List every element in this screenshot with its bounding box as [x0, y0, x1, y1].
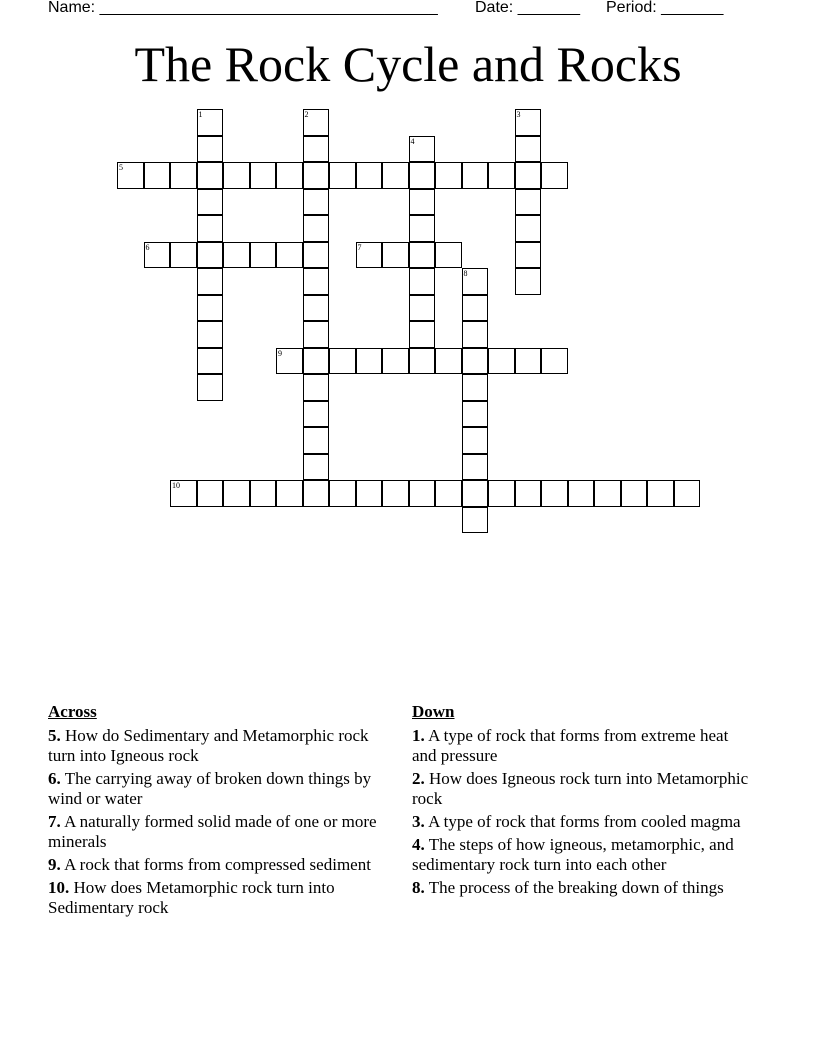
clue-number: 4. — [412, 835, 425, 854]
crossword-cell[interactable] — [541, 162, 568, 189]
crossword-cell[interactable] — [250, 480, 277, 507]
crossword-cell[interactable] — [303, 401, 330, 428]
cell-number: 7 — [357, 242, 362, 252]
crossword-cell[interactable] — [488, 162, 515, 189]
crossword-cell[interactable] — [435, 348, 462, 375]
crossword-cell[interactable] — [197, 348, 224, 375]
crossword-cell[interactable] — [515, 480, 542, 507]
across-heading: Across — [48, 702, 97, 721]
crossword-cell[interactable] — [276, 242, 303, 269]
crossword-cell[interactable] — [409, 136, 436, 163]
crossword-cell[interactable] — [409, 215, 436, 242]
clue-text: A naturally formed solid made of one or more minerals — [48, 812, 377, 851]
crossword-cell[interactable] — [621, 480, 648, 507]
crossword-cell[interactable] — [223, 480, 250, 507]
crossword-cell[interactable] — [197, 109, 224, 136]
crossword-cell[interactable] — [303, 427, 330, 454]
crossword-cell[interactable] — [329, 162, 356, 189]
cell-number: 10 — [172, 481, 180, 490]
crossword-cell[interactable] — [303, 374, 330, 401]
crossword-cell[interactable] — [462, 295, 489, 322]
crossword-cell[interactable] — [409, 242, 436, 269]
clue-text: How does Igneous rock turn into Metamorphic rock — [412, 769, 749, 808]
crossword-cell[interactable] — [435, 162, 462, 189]
crossword-cell[interactable] — [462, 480, 489, 507]
clue-number: 2. — [412, 769, 425, 788]
clue-text: How does Metamorphic rock turn into Sedimentary rock — [48, 878, 335, 917]
crossword-cell[interactable] — [462, 374, 489, 401]
crossword-cell[interactable] — [197, 321, 224, 348]
crossword-cell[interactable] — [197, 374, 224, 401]
down-clue-8 — [412, 878, 757, 898]
crossword-cell[interactable] — [488, 348, 515, 375]
clue-number: 9. — [48, 855, 61, 874]
crossword-cell[interactable] — [329, 480, 356, 507]
crossword-cell[interactable] — [303, 321, 330, 348]
crossword-cell[interactable] — [197, 189, 224, 216]
crossword-cell[interactable] — [462, 162, 489, 189]
clue-number: 3. — [412, 812, 425, 831]
across-clue-5 — [48, 726, 393, 766]
clue-number: 6. — [48, 769, 61, 788]
crossword-cell[interactable] — [409, 480, 436, 507]
cell-number: 2 — [304, 110, 309, 119]
down-clue-3 — [412, 812, 757, 832]
crossword-cell[interactable] — [197, 136, 224, 163]
crossword-cell[interactable] — [515, 348, 542, 375]
across-clues — [48, 702, 393, 921]
crossword-cell[interactable] — [568, 480, 595, 507]
crossword-cell[interactable] — [303, 480, 330, 507]
crossword-cell[interactable] — [435, 242, 462, 269]
clue-number: 10. — [48, 878, 70, 897]
clue-number: 1. — [412, 726, 425, 745]
across-clue-9 — [48, 855, 393, 875]
crossword-cell[interactable] — [541, 480, 568, 507]
crossword-cell[interactable] — [197, 215, 224, 242]
across-clue-7 — [48, 812, 393, 852]
crossword-cell[interactable] — [515, 109, 542, 136]
crossword-cell[interactable] — [674, 480, 701, 507]
crossword-cell[interactable] — [515, 215, 542, 242]
crossword-cell[interactable] — [515, 136, 542, 163]
crossword-cell[interactable] — [170, 242, 197, 269]
clue-text: A type of rock that forms from extreme heat and pressure — [412, 726, 729, 765]
down-clue-2 — [412, 769, 757, 809]
crossword-cell[interactable] — [409, 268, 436, 295]
crossword-cell[interactable] — [223, 162, 250, 189]
crossword-cell[interactable] — [303, 295, 330, 322]
crossword-cell[interactable] — [462, 427, 489, 454]
crossword-cell[interactable] — [462, 321, 489, 348]
clue-number: 5. — [48, 726, 61, 745]
crossword-cell[interactable] — [117, 162, 144, 189]
crossword-cell[interactable] — [462, 401, 489, 428]
crossword-cell[interactable] — [250, 162, 277, 189]
crossword-cell[interactable] — [647, 480, 674, 507]
across-clue-10 — [48, 878, 393, 918]
cell-number: 5 — [119, 163, 123, 172]
cell-number: 9 — [278, 348, 282, 358]
cell-number: 3 — [516, 110, 521, 119]
crossword-cell[interactable] — [515, 242, 542, 269]
clue-text: A rock that forms from compressed sediment — [64, 855, 371, 874]
clue-text: How do Sedimentary and Metamorphic rock turn into Igneous rock — [48, 726, 369, 765]
cell-number: 1 — [198, 110, 203, 119]
crossword-cell[interactable] — [303, 215, 330, 242]
crossword-cell[interactable] — [223, 242, 250, 269]
page-title: The Rock Cycle and Rocks — [134, 36, 682, 92]
crossword-cell[interactable] — [515, 162, 542, 189]
clue-number: 7. — [48, 812, 61, 831]
crossword-cell[interactable] — [276, 162, 303, 189]
crossword-cell[interactable] — [329, 348, 356, 375]
crossword-cell[interactable] — [144, 162, 171, 189]
crossword-cell[interactable] — [303, 242, 330, 269]
crossword-cell[interactable] — [276, 480, 303, 507]
crossword-cell[interactable] — [303, 268, 330, 295]
crossword-cell[interactable] — [170, 480, 197, 507]
crossword-cell[interactable] — [197, 295, 224, 322]
cell-number: 8 — [463, 269, 468, 278]
crossword-cell[interactable] — [382, 162, 409, 189]
crossword-cell[interactable] — [144, 242, 171, 269]
cell-number: 6 — [145, 242, 150, 252]
period-field-label[interactable]: Period: _______ — [606, 0, 724, 16]
crossword-cell[interactable] — [462, 454, 489, 481]
crossword-cell[interactable] — [594, 480, 621, 507]
crossword-cell[interactable] — [303, 189, 330, 216]
crossword-cell[interactable] — [488, 480, 515, 507]
crossword-cell[interactable] — [515, 268, 542, 295]
crossword-cell[interactable] — [170, 162, 197, 189]
crossword-cell[interactable] — [462, 348, 489, 375]
crossword-cell[interactable] — [250, 242, 277, 269]
clue-number: 8. — [412, 878, 425, 897]
down-clues — [412, 702, 757, 901]
name-field-label[interactable]: Name: ______________________________________ — [48, 0, 438, 16]
crossword-cell[interactable] — [356, 162, 383, 189]
crossword-cell[interactable] — [409, 348, 436, 375]
across-clue-6 — [48, 769, 393, 809]
crossword-cell[interactable] — [462, 268, 489, 295]
crossword-cell[interactable] — [303, 454, 330, 481]
clue-text: The carrying away of broken down things by wind or water — [48, 769, 372, 808]
cell-number: 4 — [410, 136, 415, 146]
date-field-label[interactable]: Date: _______ — [475, 0, 580, 16]
crossword-cell[interactable] — [409, 162, 436, 189]
crossword-cell[interactable] — [382, 480, 409, 507]
crossword-cell[interactable] — [409, 189, 436, 216]
crossword-cell[interactable] — [197, 268, 224, 295]
crossword-cell[interactable] — [303, 162, 330, 189]
crossword-cell[interactable] — [356, 480, 383, 507]
crossword-cell[interactable] — [409, 321, 436, 348]
crossword-cell[interactable] — [303, 348, 330, 375]
crossword-cell[interactable] — [197, 480, 224, 507]
crossword-cell[interactable] — [382, 242, 409, 269]
crossword-cell[interactable] — [462, 507, 489, 534]
crossword-cell[interactable] — [409, 295, 436, 322]
clue-text: The steps of how igneous, metamorphic, and sedimentary rock turn into each other — [412, 835, 734, 874]
crossword-cell[interactable] — [382, 348, 409, 375]
crossword-cell[interactable] — [303, 136, 330, 163]
crossword-cell[interactable] — [197, 242, 224, 269]
crossword-cell[interactable] — [541, 348, 568, 375]
crossword-cell[interactable] — [515, 189, 542, 216]
crossword-cell[interactable] — [197, 162, 224, 189]
crossword-cell[interactable] — [356, 348, 383, 375]
down-clue-4 — [412, 835, 757, 875]
crossword-cell[interactable] — [303, 109, 330, 136]
clue-text: A type of rock that forms from cooled magma — [428, 812, 741, 831]
crossword-cell[interactable] — [356, 242, 383, 269]
crossword-cell[interactable] — [276, 348, 303, 375]
down-clue-1 — [412, 726, 757, 766]
crossword-cell[interactable] — [435, 480, 462, 507]
clue-text: The process of the breaking down of things — [428, 878, 724, 897]
down-heading: Down — [412, 702, 455, 721]
